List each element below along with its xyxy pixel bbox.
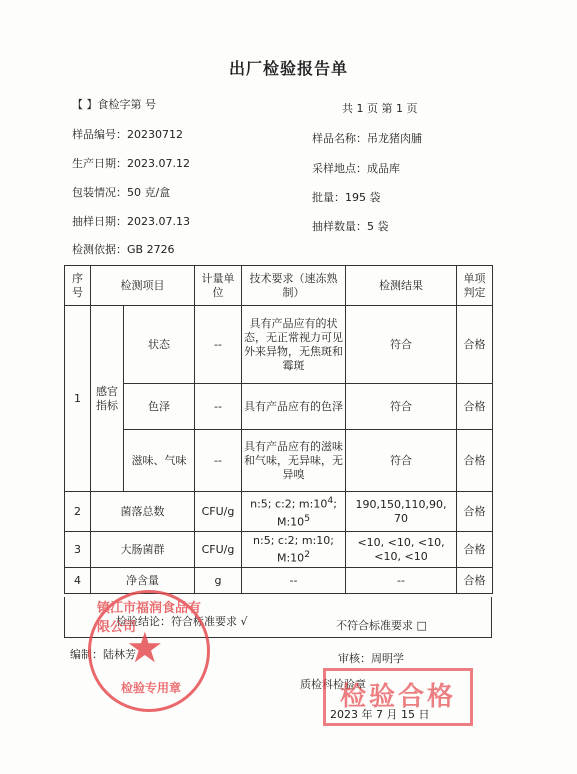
- unit: --: [195, 306, 242, 384]
- sub-item: 状态: [124, 306, 195, 384]
- requirement-text: ; M:10: [276, 497, 337, 529]
- requirement-exponent: 2: [304, 548, 311, 560]
- requirement-text: n:5; c:2; m:10: [250, 497, 328, 511]
- table-row: [65, 492, 493, 532]
- table-row: [65, 532, 493, 568]
- table-header-row: [65, 266, 493, 306]
- editor-signature: 编制：陆林芳: [70, 648, 136, 661]
- sub-item: 滋味、气味: [124, 430, 195, 492]
- conclusion-fail: 不符合标准要求 □: [336, 619, 427, 632]
- doc-number: 【 】食检字第 号: [72, 98, 156, 111]
- item: 菌落总数: [91, 492, 195, 532]
- department-label: 质检科检验章: [300, 678, 366, 691]
- page-title: 出厂检验报告单: [228, 59, 348, 78]
- table-row: [65, 384, 493, 430]
- requirement-exponent: 4: [327, 494, 334, 506]
- header-unit: 计量单位: [195, 266, 242, 306]
- unit: --: [195, 430, 242, 492]
- item: 净含量: [91, 568, 195, 594]
- requirement: 具有产品应有的色泽: [242, 384, 346, 430]
- seal-sub-text: 检验专用章: [121, 681, 182, 695]
- unit: g: [195, 568, 242, 594]
- item: 大肠菌群: [91, 532, 195, 568]
- sub-item: 色泽: [124, 384, 195, 430]
- row-no: 2: [65, 492, 91, 532]
- header-requirement: 技术要求（速冻熟制）: [242, 266, 346, 306]
- test-standard: 检测依据：GB 2726: [72, 243, 175, 256]
- requirement: [242, 532, 346, 568]
- row-no: 1: [65, 306, 91, 492]
- inspection-table: [64, 265, 493, 594]
- result: <10, <10, <10, <10, <10: [346, 532, 457, 568]
- pass-stamp: 检验合格: [323, 668, 473, 726]
- judgement: 合格: [457, 532, 493, 568]
- header-item: 检测项目: [91, 266, 195, 306]
- sample-no: 样品编号：20230712: [72, 128, 183, 141]
- judgement: 合格: [457, 384, 493, 430]
- requirement-text: n:5; c:2; m:10; M:10: [253, 533, 334, 565]
- reviewer-signature: 审核：周明学: [338, 652, 404, 665]
- judgement: 合格: [457, 306, 493, 384]
- seal-arc-text: 镇江市福润食品有限公司: [97, 601, 202, 635]
- sample-quantity: 抽样数量：5 袋: [312, 220, 389, 233]
- requirement: 具有产品应有的状态，无正常视力可见外来异物，无焦斑和霉斑: [242, 306, 346, 384]
- unit: --: [195, 384, 242, 430]
- table-row: [65, 568, 493, 594]
- company-seal: [88, 590, 210, 712]
- judgement: 合格: [457, 430, 493, 492]
- result: --: [346, 568, 457, 594]
- batch-size: 批量：195 袋: [312, 191, 381, 204]
- sampling-date: 抽样日期：2023.07.13: [72, 215, 190, 228]
- result: 190,150,110,90, 70: [346, 492, 457, 532]
- requirement-exponent: 5: [304, 512, 311, 524]
- star-icon: ★: [126, 623, 164, 672]
- header-result: 检测结果: [346, 266, 457, 306]
- sample-name: 样品名称：吊龙猪肉脯: [312, 132, 422, 145]
- sensory-group: 感官指标: [91, 306, 124, 492]
- page-info: 共 1 页 第 1 页: [342, 102, 418, 115]
- row-no: 3: [65, 532, 91, 568]
- judgement: 合格: [457, 568, 493, 594]
- header-no: 序号: [65, 266, 91, 306]
- judgement: 合格: [457, 492, 493, 532]
- requirement: --: [242, 568, 346, 594]
- unit: CFU/g: [195, 532, 242, 568]
- packaging: 包装情况：50 克/盒: [72, 186, 171, 199]
- result: 符合: [346, 306, 457, 384]
- conclusion-pass: 检验结论：符合标准要求 √: [116, 615, 248, 628]
- header-judgement: 单项判定: [457, 266, 493, 306]
- table-row: [65, 430, 493, 492]
- requirement: 具有产品应有的滋味和气味，无异味，无异嗅: [242, 430, 346, 492]
- result: 符合: [346, 384, 457, 430]
- sampling-place: 采样地点：成品库: [312, 162, 400, 175]
- production-date: 生产日期：2023.07.12: [72, 157, 190, 170]
- result: 符合: [346, 430, 457, 492]
- unit: CFU/g: [195, 492, 242, 532]
- table-row: [65, 306, 493, 384]
- report-date: 2023 年 7 月 15 日: [330, 708, 430, 721]
- requirement: [242, 492, 346, 532]
- row-no: 4: [65, 568, 91, 594]
